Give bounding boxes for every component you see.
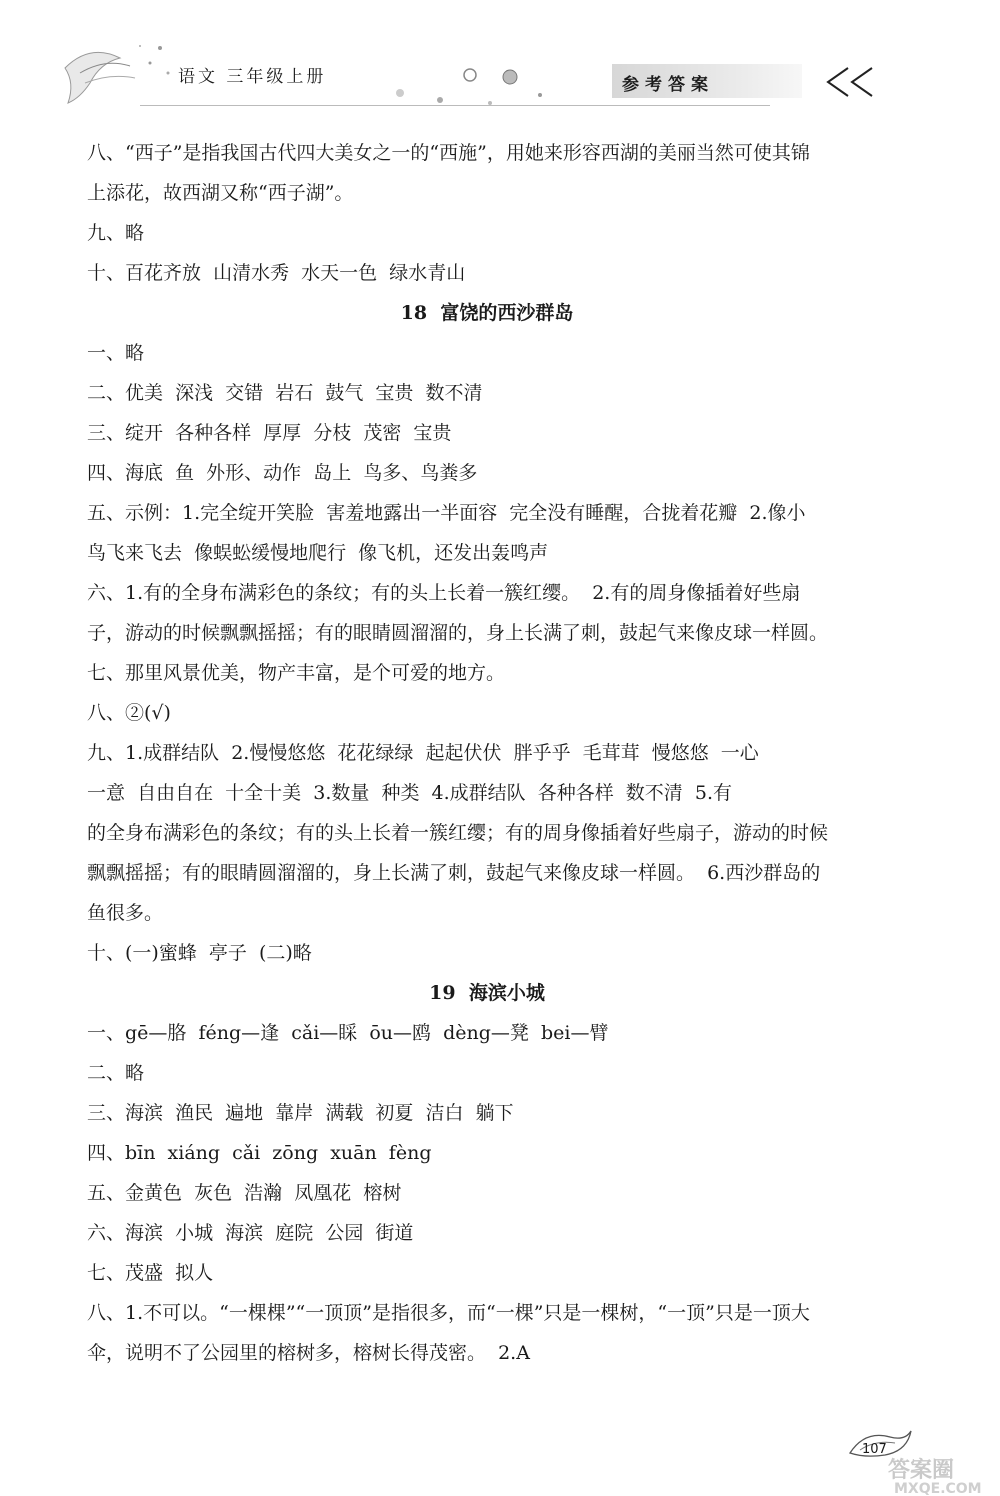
answer-line: 八、②(√) [87,702,171,724]
answer-line: 三、绽开 各种各样 厚厚 分枝 茂密 宝贵 [87,422,452,444]
page-number: 107 [862,1442,887,1457]
answer-line: 八、“西子”是指我国古代四大美女之一的“西施”，用她来形容西湖的美丽当然可使其锦 [87,142,810,164]
answer-line: 三、海滨 渔民 遍地 靠岸 满载 初夏 洁白 躺下 [87,1102,514,1124]
feather-decoration-icon [60,38,180,108]
section-heading: 19 海滨小城 [429,982,545,1004]
answer-line: 六、海滨 小城 海滨 庭院 公园 街道 [87,1222,414,1244]
answer-line: 四、bīn xiáng cǎi zōng xuān fèng [87,1142,432,1164]
answer-line: 七、茂盛 拟人 [87,1262,214,1284]
answer-line: 十、百花齐放 山清水秀 水天一色 绿水青山 [87,262,466,284]
answer-line: 四、海底 鱼 外形、动作 岛上 鸟多、鸟粪多 [87,462,478,484]
section-heading: 18 富饶的西沙群岛 [400,302,574,324]
answer-line: 鱼很多。 [87,902,164,924]
answer-line: 一、gē—胳 féng—逢 cǎi—睬 ōu—鸥 dèng—凳 bei—臂 [87,1022,609,1044]
answer-line: 一、略 [87,342,145,364]
answer-line: 上添花，故西湖又称“西子湖”。 [87,182,354,204]
answer-line: 五、示例：1.完全绽开笑脸 害羞地露出一半面容 完全没有睡醒，合拢着花瓣 2.像小 [87,502,806,524]
svg-text:答案圈: 答案圈 [888,1458,955,1483]
answer-line: 八、1.不可以。“一棵棵”“一顶顶”是指很多，而“一棵”只是一棵树，“一顶”只是一顶大 [87,1302,810,1324]
page-header [0,0,1000,115]
answer-line: 子，游动的时候飘飘摇摇；有的眼睛圆溜溜的，身上长满了刺，鼓起气来像皮球一样圆。 [87,622,829,644]
answer-line: 飘飘摇摇；有的眼睛圆溜溜的，身上长满了刺，鼓起气来像皮球一样圆。 6.西沙群岛的 [87,862,821,884]
header-subject: 语文 三年级上册 [178,67,327,87]
header-divider [140,105,770,106]
answer-line: 十、(一)蜜蜂 亭子 (二)略 [87,942,312,964]
answer-line: 九、略 [87,222,145,244]
watermark-logo [880,1455,1000,1496]
answer-line: 的全身布满彩色的条纹；有的头上长着一簇红缨；有的周身像插着好些扇子，游动的时候 [87,822,829,844]
answer-line: 鸟飞来飞去 像蜈蚣缓慢地爬行 像飞机，还发出轰鸣声 [87,542,549,564]
answer-content [87,133,887,1373]
header-answer-label: 参考答案 [622,75,714,95]
answer-line: 六、1.有的全身布满彩色的条纹；有的头上长着一簇红缨。 2.有的周身像插着好些扇 [87,582,801,604]
answer-line: 五、金黄色 灰色 浩瀚 凤凰花 榕树 [87,1182,402,1204]
answer-line: 二、略 [87,1062,145,1084]
dots-decoration-icon [380,55,600,115]
answer-line: 七、那里风景优美，物产丰富，是个可爱的地方。 [87,662,506,684]
answer-line: 一意 自由自在 十全十美 3.数量 种类 4.成群结队 各种各样 数不清 5.有 [87,782,733,804]
answer-line: 九、1.成群结队 2.慢慢悠悠 花花绿绿 起起伏伏 胖乎乎 毛茸茸 慢悠悠 一心 [87,742,759,764]
double-chevron-left-icon [820,62,880,102]
svg-text:MXQE.COM: MXQE.COM [894,1481,982,1496]
answer-line: 二、优美 深浅 交错 岩石 鼓气 宝贵 数不清 [87,382,483,404]
answer-line: 伞，说明不了公园里的榕树多，榕树长得茂密。 2.A [87,1342,530,1364]
